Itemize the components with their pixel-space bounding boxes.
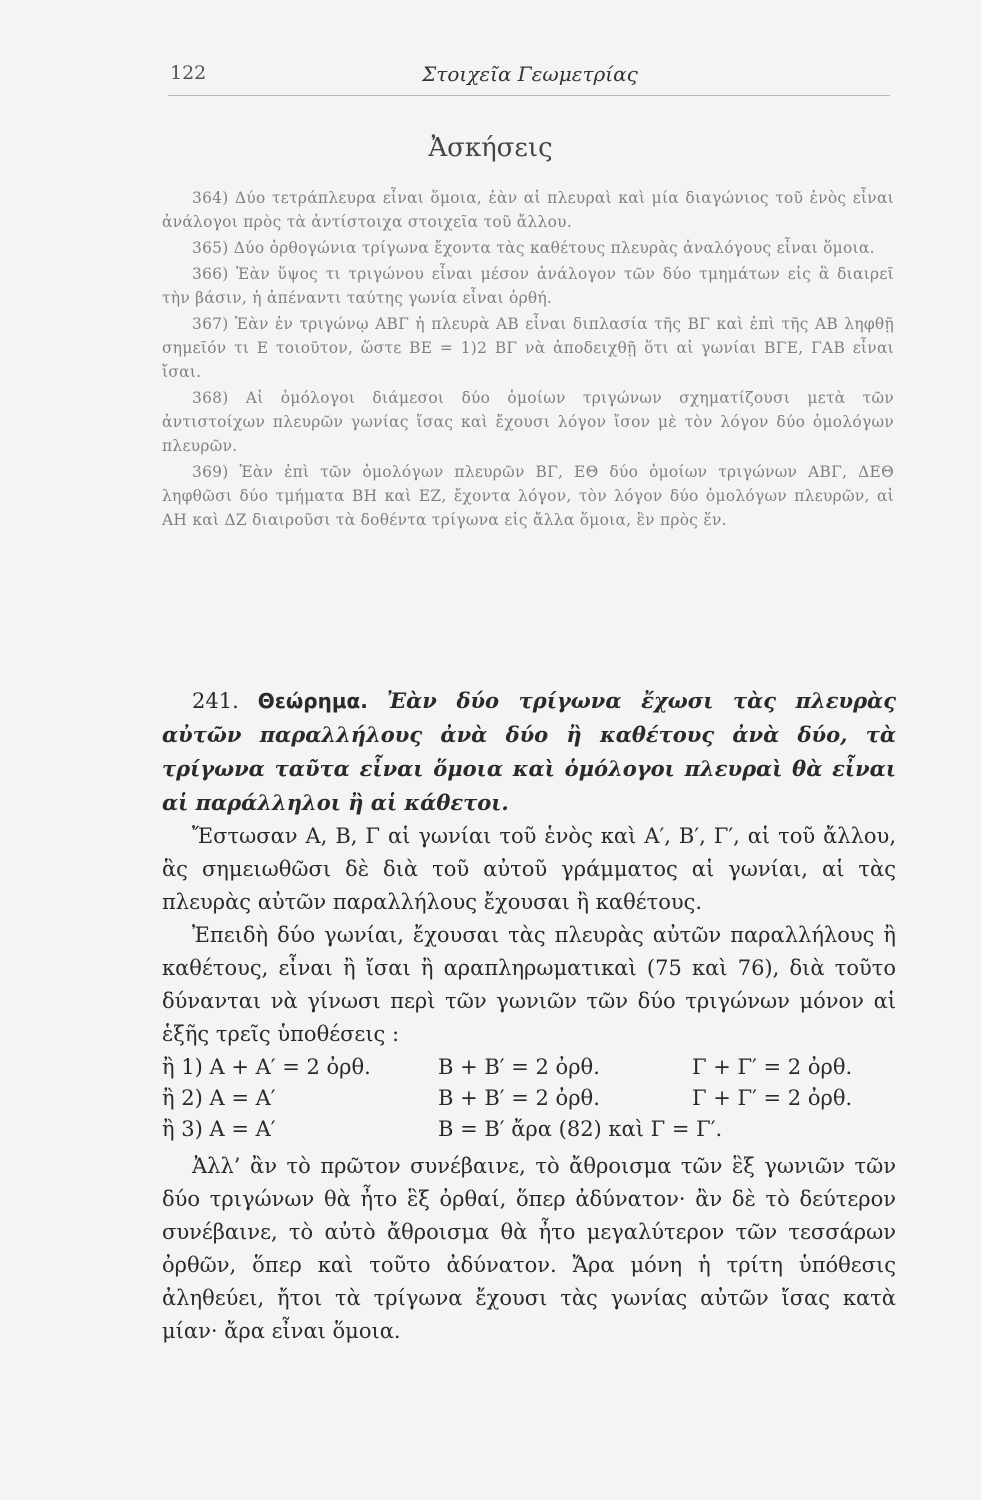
case-row-3: [162, 1113, 896, 1144]
theorem-statement: Ἐὰν δύο τρίγωνα ἔχωσι τὰς πλευρὰς αὐτῶν παραλλήλους ἀνὰ δύο ἢ καθέτους ἀνὰ δύο, τὰ τρίγωνα ταῦτα εἶναι ὅμοια καὶ ὁμόλογοι πλευραὶ θὰ εἶναι αἱ παράλληλοι ἢ αἱ κάθετοι.: [162, 688, 896, 815]
proof-conclusion: Ἀλλ’ ἂν τὸ πρῶτον συνέβαινε, τὸ ἄθροισμα τῶν ἓξ γωνιῶν τῶν δύο τριγώνων θὰ ἦτο ἓξ ὀρθαί, ὅπερ ἀδύνατον· ἂν δὲ τὸ δεύτερον συνέβαινε, τὸ αὐτὸ ἄθροισμα θὰ ἦτο μεγαλύτερον τῶν τεσσάρων ὀρθῶν, ὅπερ καὶ τοῦτο ἀδύνατον. Ἄρα μόνη ἡ τρίτη ὑπόθεσις ἀληθεύει, ἤτοι τὰ τρίγωνα ἔχουσι τὰς γωνίας αὐτῶν ἴσας κατὰ μίαν· ἄρα εἶναι ὅμοια.: [162, 1154, 896, 1343]
exercise-364: 364) Δύο τετράπλευρα εἶναι ὅμοια, ἐὰν αἱ πλευραὶ καὶ μία διαγώνιος τοῦ ἑνὸς εἶναι ἀνάλογοι πρὸς τὰ ἀντίστοιχα στοιχεῖα τοῦ ἄλλου.: [162, 189, 894, 231]
exercise-365: 365) Δύο ὀρθογώνια τρίγωνα ἔχοντα τὰς καθέτους πλευρὰς ἀναλόγους εἶναι ὅμοια.: [192, 239, 875, 257]
header-rule: [168, 95, 890, 96]
theorem-241: [162, 684, 896, 1348]
running-title: Στοιχεῖα Γεωμετρίας: [422, 62, 638, 86]
exercise-list: [162, 186, 894, 534]
case-1-c: Γ + Γ′ = 2 ὀρθ.: [692, 1055, 853, 1079]
page-header: [170, 62, 890, 92]
case-1-b: Β + Β′ = 2 ὀρθ.: [438, 1055, 600, 1079]
proof-paragraph-1: Ἔστωσαν Α, Β, Γ αἱ γωνίαι τοῦ ἑνὸς καὶ Α′, Β′, Γ′, αἱ τοῦ ἄλλου, ἃς σημειωθῶσι δὲ διὰ τοῦ αὐτοῦ γράμματος αἱ γωνίαι, αἱ τὰς πλευρὰς αὐτῶν παραλλήλους ἔχουσαι ἢ καθέτους.: [162, 824, 896, 914]
exercise-367: 367) Ἐὰν ἐν τριγώνῳ ΑΒΓ ἡ πλευρὰ ΑΒ εἶναι διπλασία τῆς ΒΓ καὶ ἐπὶ τῆς ΑΒ ληφθῇ σημεῖόν τι Ε τοιοῦτον, ὥστε ΒΕ = 1)2 ΒΓ νὰ ἀποδειχθῇ ὅτι αἱ γωνίαι ΒΓΕ, ΓΑΒ εἶναι ἴσαι.: [162, 315, 894, 381]
case-row-1: [162, 1051, 896, 1082]
theorem-number: 241.: [192, 689, 239, 713]
theorem-label: Θεώρημα.: [257, 689, 368, 713]
exercise-368: 368) Αἱ ὁμόλογοι διάμεσοι δύο ὁμοίων τριγώνων σχηματίζουσι μετὰ τῶν ἀντιστοίχων πλευρῶν γωνίας ἴσας καὶ ἔχουσι λόγον ἴσον μὲ τὸν λόγον δύο ὁμολόγων πλευρῶν.: [162, 389, 894, 455]
case-2-a: ἢ 2) Α = Α′: [162, 1086, 276, 1110]
case-3-b: Β = Β′ ἄρα (82) καὶ Γ = Γ′.: [438, 1117, 723, 1141]
case-row-2: [162, 1082, 896, 1113]
section-title: Ἀσκήσεις: [428, 133, 553, 163]
theorem-heading: [162, 684, 896, 820]
case-2-c: Γ + Γ′ = 2 ὀρθ.: [692, 1086, 853, 1110]
proof-paragraph-2: Ἐπειδὴ δύο γωνίαι, ἔχουσαι τὰς πλευρὰς αὐτῶν παραλλήλους ἢ καθέτους, εἶναι ἢ ἴσαι ἢ αραπληρωματικαὶ (75 καὶ 76), διὰ τοῦτο δύνανται νὰ γίνωσι περὶ τῶν γωνιῶν τῶν δύο τριγώνων μόνον αἱ ἑξῆς τρεῖς ὑποθέσεις :: [162, 923, 896, 1046]
case-2-b: Β + Β′ = 2 ὀρθ.: [438, 1086, 600, 1110]
case-3-a: ἢ 3) Α = Α′: [162, 1117, 276, 1141]
case-1-a: ἢ 1) Α + Α′ = 2 ὀρθ.: [162, 1055, 371, 1079]
page-number: 122: [170, 62, 207, 84]
exercise-366: 366) Ἐὰν ὕψος τι τριγώνου εἶναι μέσον ἀνάλογον τῶν δύο τμημάτων εἰς ἃ διαιρεῖ τὴν βάσιν, ἡ ἀπέναντι ταύτης γωνία εἶναι ὀρθή.: [162, 265, 894, 307]
exercise-369: 369) Ἐὰν ἐπὶ τῶν ὁμολόγων πλευρῶν ΒΓ, ΕΘ δύο ὁμοίων τριγώνων ΑΒΓ, ΔΕΘ ληφθῶσι δύο τμήματα ΒΗ καὶ ΕΖ, ἔχοντα λόγον, τὸν λόγον δύο ὁμολόγων πλευρῶν, αἱ ΑΗ καὶ ΔΖ διαιροῦσι τὰ δοθέντα τρίγωνα εἰς ἄλλα ὅμοια, ἓν πρὸς ἕν.: [162, 463, 894, 529]
